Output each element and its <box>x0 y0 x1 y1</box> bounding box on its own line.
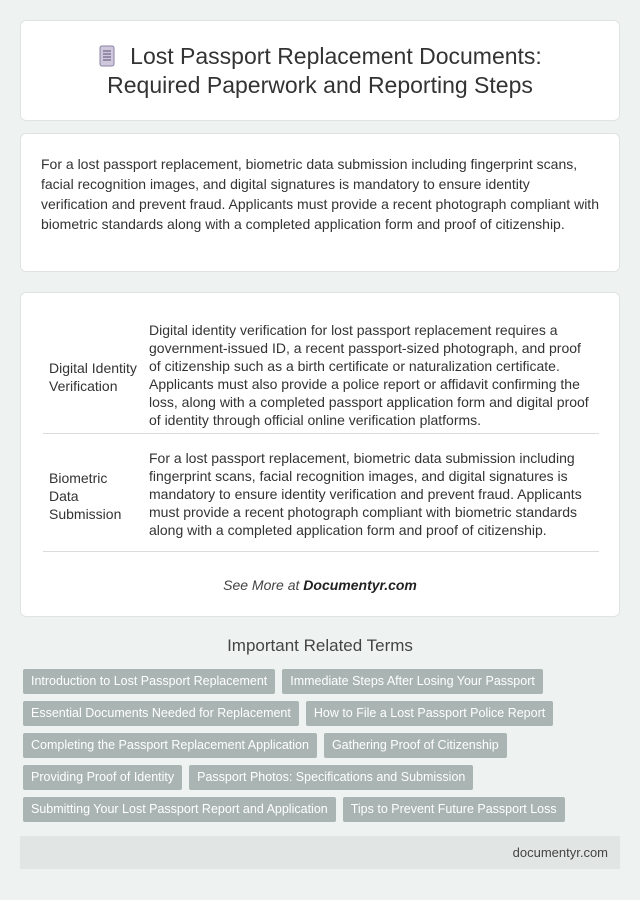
page-title <box>98 42 542 100</box>
scroll-icon <box>98 45 116 67</box>
tag-row <box>23 797 565 822</box>
header-card <box>20 20 620 121</box>
related-term-tag[interactable]: How to File a Lost Passport Police Report <box>306 701 553 726</box>
tag-row <box>23 765 473 790</box>
table-row <box>43 434 599 552</box>
footer-bar <box>20 836 620 869</box>
tag-row <box>23 733 507 758</box>
title-line-1: Lost Passport Replacement Documents: <box>130 42 542 69</box>
description-cell: For a lost passport replacement, biometric data submission including fingerprint scans, facial recognition images, and digital signatures is mandatory to ensure identity verification and prevent fraud. Applicants must provide a recent photograph compliant with biometric standards along with a completed application form and proof of citizenship. <box>143 434 599 552</box>
related-term-tag[interactable]: Gathering Proof of Citizenship <box>324 733 507 758</box>
related-term-tag[interactable]: Introduction to Lost Passport Replacement <box>23 669 275 694</box>
see-more-prefix: See More at <box>223 577 304 593</box>
see-more-link[interactable] <box>21 577 619 593</box>
term-cell: Biometric Data Submission <box>43 434 143 552</box>
related-term-tag[interactable]: Passport Photos: Specifications and Submission <box>189 765 473 790</box>
related-term-tag[interactable]: Completing the Passport Replacement Application <box>23 733 317 758</box>
title-line-2: Required Paperwork and Reporting Steps <box>107 71 533 98</box>
intro-card <box>20 133 620 272</box>
tag-row <box>23 669 543 694</box>
footer-site-link[interactable]: documentyr.com <box>512 845 608 860</box>
related-term-tag[interactable]: Essential Documents Needed for Replacement <box>23 701 299 726</box>
table-row <box>43 315 599 434</box>
term-cell: Digital Identity Verification <box>43 315 143 434</box>
definitions-table <box>43 315 599 552</box>
related-terms-title: Important Related Terms <box>227 636 413 655</box>
description-cell: Digital identity verification for lost passport replacement requires a government-issued ID, a recent passport-sized photograph, and proof of citizenship such as a birth certificate or naturalization certificate. Applicants must also provide a police report or affidavit confirming the loss, along with a completed passport application form and digital proof of identity through official online verification platforms. <box>143 315 599 434</box>
related-term-tag[interactable]: Providing Proof of Identity <box>23 765 182 790</box>
definitions-card <box>20 292 620 617</box>
related-term-tag[interactable]: Tips to Prevent Future Passport Loss <box>343 797 565 822</box>
related-term-tag[interactable]: Immediate Steps After Losing Your Passport <box>282 669 543 694</box>
tag-row <box>23 701 553 726</box>
related-term-tag[interactable]: Submitting Your Lost Passport Report and Application <box>23 797 336 822</box>
see-more-site[interactable]: Documentyr.com <box>303 577 417 593</box>
intro-text: For a lost passport replacement, biometric data submission including fingerprint scans, facial recognition images, and digital signatures is mandatory to ensure identity verification and prevent fraud. Applicants must provide a recent photograph compliant with biometric standards along with a completed application form and proof of citizenship. <box>41 156 599 232</box>
